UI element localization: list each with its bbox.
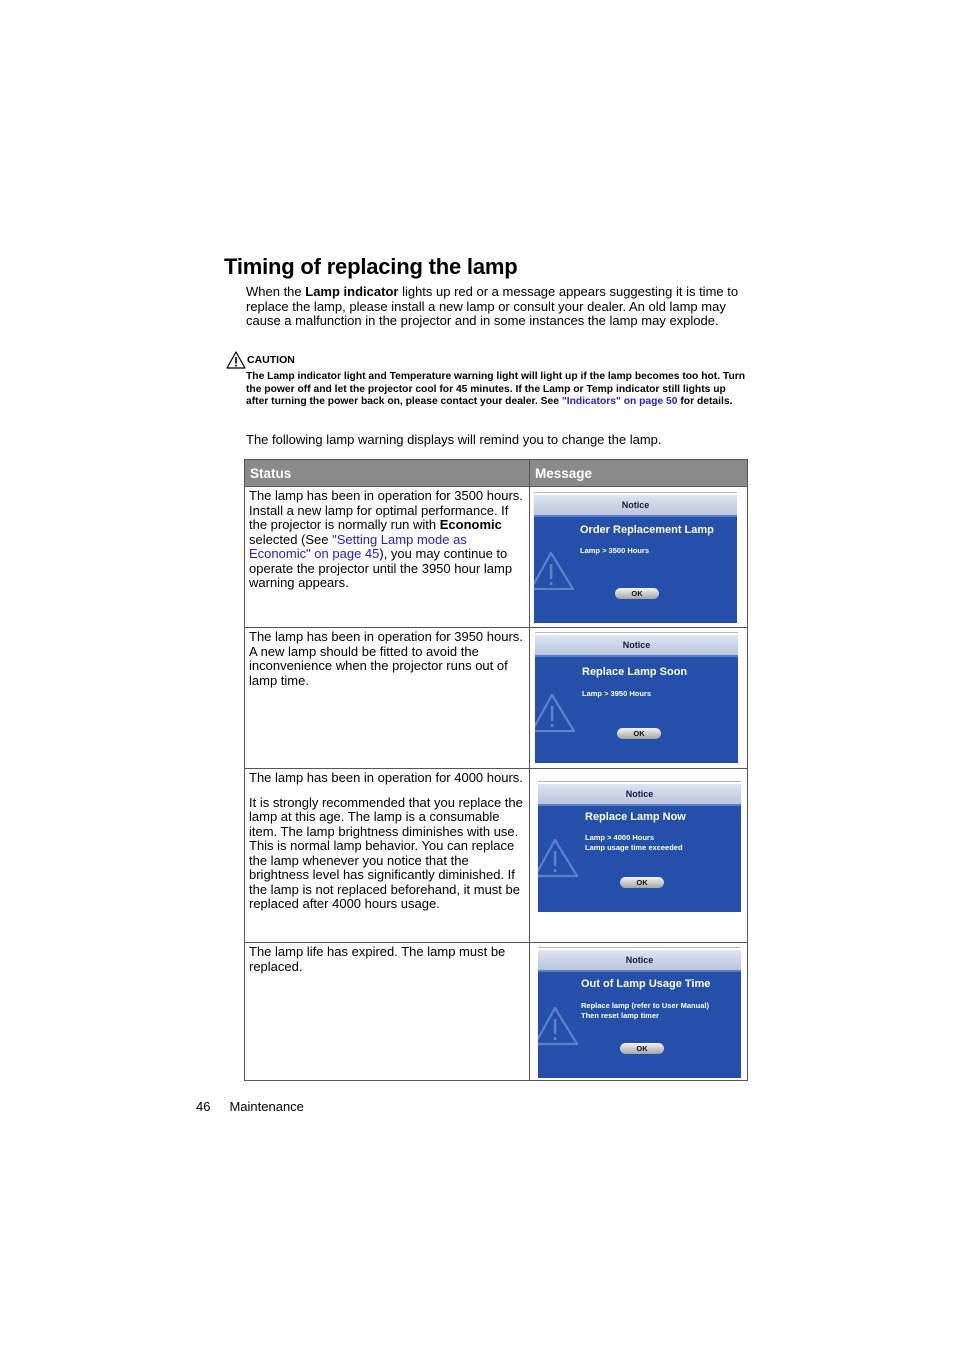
message-cell: [530, 628, 748, 769]
status-cell: [245, 769, 530, 943]
table-row: [245, 943, 748, 1081]
osd-title: Out of Lamp Usage Time: [581, 978, 711, 990]
status-text: The lamp life has expired. The lamp must be replaced.: [249, 944, 506, 974]
intro-post: lights up red or a message appears suggesting it is time to replace the lamp, please install a new lamp or consult your dealer. An old lamp may cause a malfunction in the projector and in some instances the lamp may explode.: [246, 284, 739, 328]
osd-notice-dialog: [535, 632, 738, 763]
osd-header: Notice: [535, 633, 738, 657]
lamp-warning-table: [244, 459, 748, 1081]
status-text: The lamp has been in operation for 4000 hours.: [249, 770, 523, 785]
osd-notice-dialog: [538, 781, 741, 912]
status-cell: [245, 487, 530, 628]
warning-triangle-icon: [534, 549, 577, 593]
status-text: The lamp has been in operation for 3950 hours. A new lamp should be fitted to avoid the inconvenience when the projector runs out of lamp time.: [249, 629, 523, 688]
caution-heading: [226, 350, 295, 370]
section-name: Maintenance: [229, 1099, 304, 1114]
table-row: [245, 769, 748, 943]
status-cell: [245, 628, 530, 769]
caution-label: CAUTION: [247, 354, 295, 366]
page-title: Timing of replacing the lamp: [224, 254, 518, 279]
warning-triangle-icon: [535, 691, 578, 735]
osd-notice-dialog: [538, 947, 741, 1078]
caution-body: The Lamp indicator light and Temperature warning light will light up if the lamp becomes too hot. Turn the power off and let the projector cool for 45 minutes. If the Lamp or Temp indicator still lights up after turning the power back on, please contact your dealer. See: [246, 371, 746, 407]
lamp-indicator-term: Lamp indicator: [305, 284, 399, 299]
ok-button[interactable]: OK: [617, 728, 661, 739]
table-row: [245, 628, 748, 769]
message-cell: [530, 769, 748, 943]
osd-detail: Lamp usage time exceeded: [585, 843, 683, 852]
osd-detail: Replace lamp (refer to User Manual): [581, 1001, 709, 1010]
osd-header: Notice: [538, 948, 741, 972]
caution-text: [246, 371, 746, 409]
osd-detail: Lamp > 3950 Hours: [582, 689, 651, 698]
status-text: ), you may continue to operate the projector until the 3950 hour lamp warning appears.: [249, 546, 513, 590]
status-text: It is strongly recommended that you replace the lamp at this age. The lamp is a consumable item. The lamp brightness diminishes with use. This is normal lamp behavior. You can replace the lamp whenever you notice that the brightness level has significantly diminished. If the lamp is not replaced beforehand, it must be replaced after 4000 hours usage.: [249, 794, 523, 911]
ok-button[interactable]: OK: [615, 588, 659, 599]
osd-title: Replace Lamp Now: [585, 811, 686, 823]
status-text: The lamp has been in operation for 3500 hours. Install a new lamp for optimal performance. If the projector is normally run with: [249, 488, 523, 532]
status-cell: [245, 943, 530, 1081]
message-cell: [530, 487, 748, 628]
intro-paragraph: [246, 285, 746, 329]
intro-pre: When the: [246, 284, 306, 299]
ok-button[interactable]: OK: [620, 1043, 664, 1054]
osd-notice-dialog: [534, 492, 737, 623]
table-header-row: [245, 460, 748, 487]
lamp-mode-link[interactable]: "Setting Lamp mode as Economic" on page 45: [249, 531, 467, 561]
caution-after: for details.: [677, 396, 733, 407]
osd-title: Order Replacement Lamp: [580, 524, 714, 536]
warning-triangle-icon: [538, 836, 581, 880]
warning-triangle-icon: [538, 1004, 581, 1048]
ok-button[interactable]: OK: [620, 877, 664, 888]
page-footer: [196, 1099, 304, 1114]
osd-header: Notice: [538, 782, 741, 806]
message-column-header: Message: [530, 460, 748, 487]
osd-detail: Then reset lamp timer: [581, 1011, 659, 1020]
lead-sentence: The following lamp warning displays will remind you to change the lamp.: [246, 432, 662, 447]
osd-detail: Lamp > 4000 Hours: [585, 833, 654, 842]
status-text: selected (See: [249, 531, 333, 547]
osd-header: Notice: [534, 493, 737, 517]
table-row: [245, 487, 748, 628]
osd-detail: Lamp > 3500 Hours: [580, 546, 649, 555]
economic-term: Economic: [439, 517, 502, 532]
status-column-header: Status: [245, 460, 530, 487]
osd-title: Replace Lamp Soon: [582, 666, 688, 678]
message-cell: [530, 943, 748, 1081]
indicators-link[interactable]: "Indicators" on page 50: [561, 396, 678, 407]
page-number: 46: [196, 1099, 211, 1114]
caution-warning-icon: [226, 351, 246, 369]
